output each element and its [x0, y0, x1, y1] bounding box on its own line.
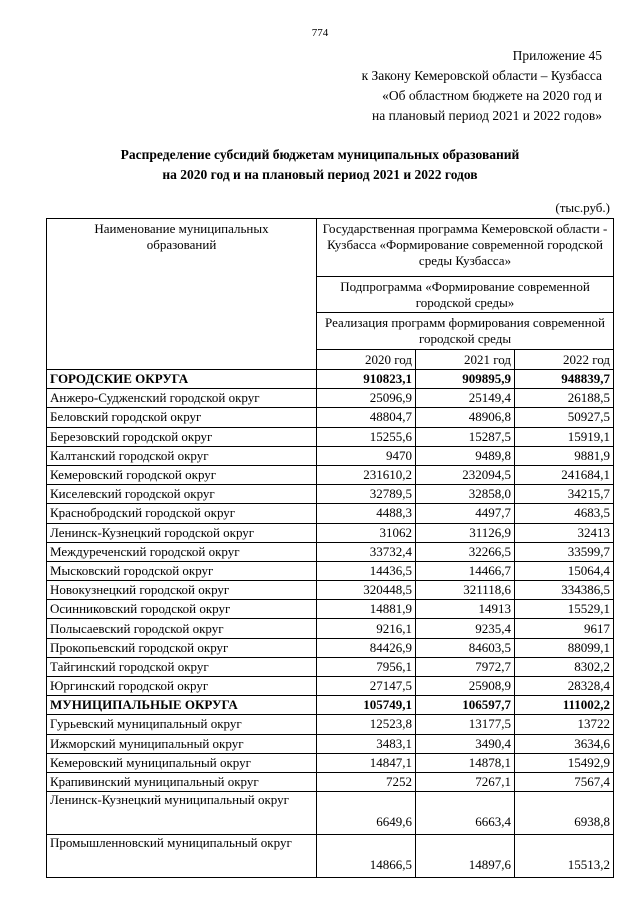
- document-title: [0, 145, 640, 185]
- amount-2022: 334386,5: [515, 581, 614, 600]
- amount-2022: 9881,9: [515, 446, 614, 465]
- table-row: [47, 715, 614, 734]
- amount-2022: 33599,7: [515, 542, 614, 561]
- amount-2020: 14866,5: [317, 835, 416, 878]
- table-row: [47, 389, 614, 408]
- amount-2020: 9216,1: [317, 619, 416, 638]
- amount-2022: 111002,2: [515, 696, 614, 715]
- municipality-name: Мысковский городской округ: [47, 561, 317, 580]
- table-row: [47, 408, 614, 427]
- appendix-line: Приложение 45: [512, 48, 602, 63]
- municipality-name: МУНИЦИПАЛЬНЫЕ ОКРУГА: [47, 696, 317, 715]
- municipality-name: Кемеровский городской округ: [47, 465, 317, 484]
- table-row: [47, 734, 614, 753]
- amount-2020: 9470: [317, 446, 416, 465]
- municipality-name: Гурьевский муниципальный округ: [47, 715, 317, 734]
- table-group-row: [47, 696, 614, 715]
- amount-2021: 232094,5: [416, 465, 515, 484]
- amount-2022: 4683,5: [515, 504, 614, 523]
- amount-2022: 241684,1: [515, 465, 614, 484]
- table-row: [47, 561, 614, 580]
- municipality-name: Юргинский городской округ: [47, 677, 317, 696]
- amount-2021: 25149,4: [416, 389, 515, 408]
- table-row: [47, 638, 614, 657]
- table-row: [47, 523, 614, 542]
- amount-2020: 27147,5: [317, 677, 416, 696]
- amount-2020: 14436,5: [317, 561, 416, 580]
- amount-2022: 50927,5: [515, 408, 614, 427]
- amount-2022: 88099,1: [515, 638, 614, 657]
- amount-2020: 231610,2: [317, 465, 416, 484]
- amount-2020: 32789,5: [317, 485, 416, 504]
- municipality-name: Кемеровский муниципальный округ: [47, 753, 317, 772]
- table-row: [47, 772, 614, 791]
- amount-2022: 8302,2: [515, 657, 614, 676]
- amount-2021: 3490,4: [416, 734, 515, 753]
- municipality-name: Ижморский муниципальный округ: [47, 734, 317, 753]
- table-row: [47, 446, 614, 465]
- amount-2021: 14466,7: [416, 561, 515, 580]
- header-program: Государственная программа Кемеровской области - Кузбасса «Формирование современной городской среды Кузбасса»: [317, 219, 614, 277]
- municipality-name: Промышленновский муниципальный округ: [47, 835, 317, 878]
- amount-2021: 7267,1: [416, 772, 515, 791]
- municipality-name: Полысаевский городской округ: [47, 619, 317, 638]
- amount-2020: 84426,9: [317, 638, 416, 657]
- amount-2022: 9617: [515, 619, 614, 638]
- amount-2020: 910823,1: [317, 370, 416, 389]
- header-subprogram: Подпрограмма «Формирование современной городской среды»: [317, 277, 614, 313]
- amount-2021: 48906,8: [416, 408, 515, 427]
- subsidy-table: [46, 218, 614, 878]
- page-number: 774: [311, 27, 329, 39]
- amount-2020: 15255,6: [317, 427, 416, 446]
- amount-2022: 15919,1: [515, 427, 614, 446]
- table-row: [47, 677, 614, 696]
- municipality-name: Беловский городской округ: [47, 408, 317, 427]
- amount-2021: 321118,6: [416, 581, 515, 600]
- appendix-line: к Закону Кемеровской области – Кузбасса: [361, 68, 602, 83]
- municipality-name: Крапивинский муниципальный округ: [47, 772, 317, 791]
- table-row: [47, 753, 614, 772]
- amount-2020: 6649,6: [317, 792, 416, 835]
- amount-2020: 320448,5: [317, 581, 416, 600]
- municipality-name: Киселевский городской округ: [47, 485, 317, 504]
- header-name-column: Наименование муниципальных образований: [47, 219, 317, 370]
- units-label: (тыс.руб.): [555, 200, 610, 215]
- amount-2022: 34215,7: [515, 485, 614, 504]
- amount-2021: 14913: [416, 600, 515, 619]
- amount-2021: 31126,9: [416, 523, 515, 542]
- amount-2021: 7972,7: [416, 657, 515, 676]
- amount-2021: 13177,5: [416, 715, 515, 734]
- table-row: [47, 657, 614, 676]
- header-year: 2021 год: [416, 350, 515, 370]
- header-measure: Реализация программ формирования современной городской среды: [317, 313, 614, 350]
- municipality-name: ГОРОДСКИЕ ОКРУГА: [47, 370, 317, 389]
- appendix-line: на плановый период 2021 и 2022 годов»: [371, 108, 602, 123]
- amount-2020: 12523,8: [317, 715, 416, 734]
- amount-2020: 48804,7: [317, 408, 416, 427]
- table-row: [47, 542, 614, 561]
- municipality-name: Анжеро-Судженский городской округ: [47, 389, 317, 408]
- table-row: [47, 619, 614, 638]
- municipality-name: Краснобродский городской округ: [47, 504, 317, 523]
- title-line: на 2020 год и на плановый период 2021 и 2022 годов: [162, 167, 478, 182]
- amount-2022: 15529,1: [515, 600, 614, 619]
- municipality-name: Междуреченский городской округ: [47, 542, 317, 561]
- amount-2021: 32858,0: [416, 485, 515, 504]
- amount-2021: 9489,8: [416, 446, 515, 465]
- municipality-name: Тайгинский городской округ: [47, 657, 317, 676]
- amount-2020: 14881,9: [317, 600, 416, 619]
- table-row: [47, 427, 614, 446]
- amount-2021: 6663,4: [416, 792, 515, 835]
- amount-2021: 25908,9: [416, 677, 515, 696]
- table-row: [47, 835, 614, 878]
- amount-2022: 6938,8: [515, 792, 614, 835]
- amount-2020: 25096,9: [317, 389, 416, 408]
- table-row: [47, 792, 614, 835]
- table-row: [47, 504, 614, 523]
- amount-2021: 4497,7: [416, 504, 515, 523]
- amount-2020: 7252: [317, 772, 416, 791]
- appendix-line: «Об областном бюджете на 2020 год и: [382, 88, 602, 103]
- amount-2021: 14878,1: [416, 753, 515, 772]
- amount-2021: 106597,7: [416, 696, 515, 715]
- municipality-name: Прокопьевский городской округ: [47, 638, 317, 657]
- table-row: [47, 485, 614, 504]
- municipality-name: Ленинск-Кузнецкий городской округ: [47, 523, 317, 542]
- amount-2022: 7567,4: [515, 772, 614, 791]
- amount-2020: 7956,1: [317, 657, 416, 676]
- amount-2020: 14847,1: [317, 753, 416, 772]
- amount-2022: 13722: [515, 715, 614, 734]
- amount-2021: 15287,5: [416, 427, 515, 446]
- amount-2020: 33732,4: [317, 542, 416, 561]
- municipality-name: Новокузнецкий городской округ: [47, 581, 317, 600]
- amount-2020: 31062: [317, 523, 416, 542]
- amount-2021: 32266,5: [416, 542, 515, 561]
- amount-2021: 9235,4: [416, 619, 515, 638]
- municipality-name: Осинниковский городской округ: [47, 600, 317, 619]
- amount-2021: 909895,9: [416, 370, 515, 389]
- amount-2020: 105749,1: [317, 696, 416, 715]
- title-line: Распределение субсидий бюджетам муниципальных образований: [120, 147, 520, 162]
- amount-2022: 15513,2: [515, 835, 614, 878]
- municipality-name: Березовский городской округ: [47, 427, 317, 446]
- amount-2021: 14897,6: [416, 835, 515, 878]
- amount-2020: 3483,1: [317, 734, 416, 753]
- amount-2022: 15064,4: [515, 561, 614, 580]
- amount-2022: 28328,4: [515, 677, 614, 696]
- table-row: [47, 581, 614, 600]
- table-row: [47, 465, 614, 484]
- table-row: [47, 600, 614, 619]
- amount-2021: 84603,5: [416, 638, 515, 657]
- amount-2020: 4488,3: [317, 504, 416, 523]
- table-group-row: [47, 370, 614, 389]
- amount-2022: 32413: [515, 523, 614, 542]
- municipality-name: Ленинск-Кузнецкий муниципальный округ: [47, 792, 317, 835]
- amount-2022: 26188,5: [515, 389, 614, 408]
- amount-2022: 948839,7: [515, 370, 614, 389]
- header-year: 2022 год: [515, 350, 614, 370]
- appendix-note: [362, 46, 602, 126]
- amount-2022: 3634,6: [515, 734, 614, 753]
- municipality-name: Калтанский городской округ: [47, 446, 317, 465]
- header-year: 2020 год: [317, 350, 416, 370]
- amount-2022: 15492,9: [515, 753, 614, 772]
